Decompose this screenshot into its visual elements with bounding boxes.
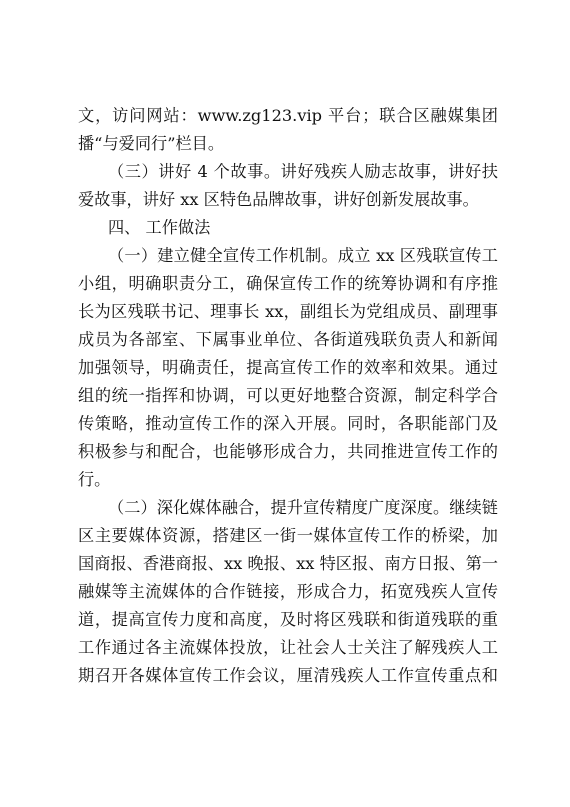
body-text-line: 期召开各媒体宣传工作会议，厘清残疾人工作宣传重点和 bbox=[78, 666, 498, 685]
body-text-line: 国商报、香港商报、xx 晚报、xx 特区报、南方日报、第一 bbox=[78, 554, 498, 573]
body-text-line: 传策略，推动宣传工作的深入开展。同时，各职能部门及 bbox=[78, 414, 498, 433]
body-text-line: 行。 bbox=[78, 470, 111, 489]
body-text-line: 成员为各部室、下属事业单位、各街道残联负责人和新闻 bbox=[78, 330, 498, 349]
body-text-line: 播“与爱同行”栏目。 bbox=[78, 134, 225, 153]
body-text-line: 爱故事，讲好 xx 区特色品牌故事，讲好创新发展故事。 bbox=[78, 190, 479, 209]
body-text-line: （一）建立健全宣传工作机制。成立 xx 区残联宣传工 bbox=[108, 246, 498, 265]
body-text-line: 加强领导，明确责任，提高宣传工作的效率和效果。通过 bbox=[78, 358, 498, 377]
body-text-line: （二）深化媒体融合，提升宣传精度广度深度。继续链 bbox=[108, 498, 498, 517]
body-text-line: 区主要媒体资源，搭建区一街一媒体宣传工作的桥梁，加 bbox=[78, 526, 498, 545]
section-heading: 四、 工作做法 bbox=[108, 218, 211, 237]
body-text-line: 道，提高宣传力度和高度，及时将区残联和街道残联的重 bbox=[78, 610, 498, 629]
body-text-line: 积极参与和配合，也能够形成合力，共同推进宣传工作的 bbox=[78, 442, 498, 461]
body-text-line: 融媒等主流媒体的合作链接，形成合力，拓宽残疾人宣传 bbox=[78, 582, 498, 601]
body-text-line: 文，访问网站：www.zg123.vip 平台；联合区融媒集团 bbox=[78, 106, 498, 125]
body-text-line: 长为区残联书记、理事长 xx，副组长为党组成员、副理事 bbox=[78, 302, 498, 321]
body-text-line: 工作通过各主流媒体投放，让社会人士关注了解残疾人工 bbox=[78, 638, 498, 657]
body-text-line: 组的统一指挥和协调，可以更好地整合资源，制定科学合 bbox=[78, 386, 498, 405]
body-text-line: 小组，明确职责分工，确保宣传工作的统筹协调和有序推 bbox=[78, 274, 498, 293]
body-text-line: （三）讲好 4 个故事。讲好残疾人励志故事，讲好扶 bbox=[108, 162, 498, 181]
